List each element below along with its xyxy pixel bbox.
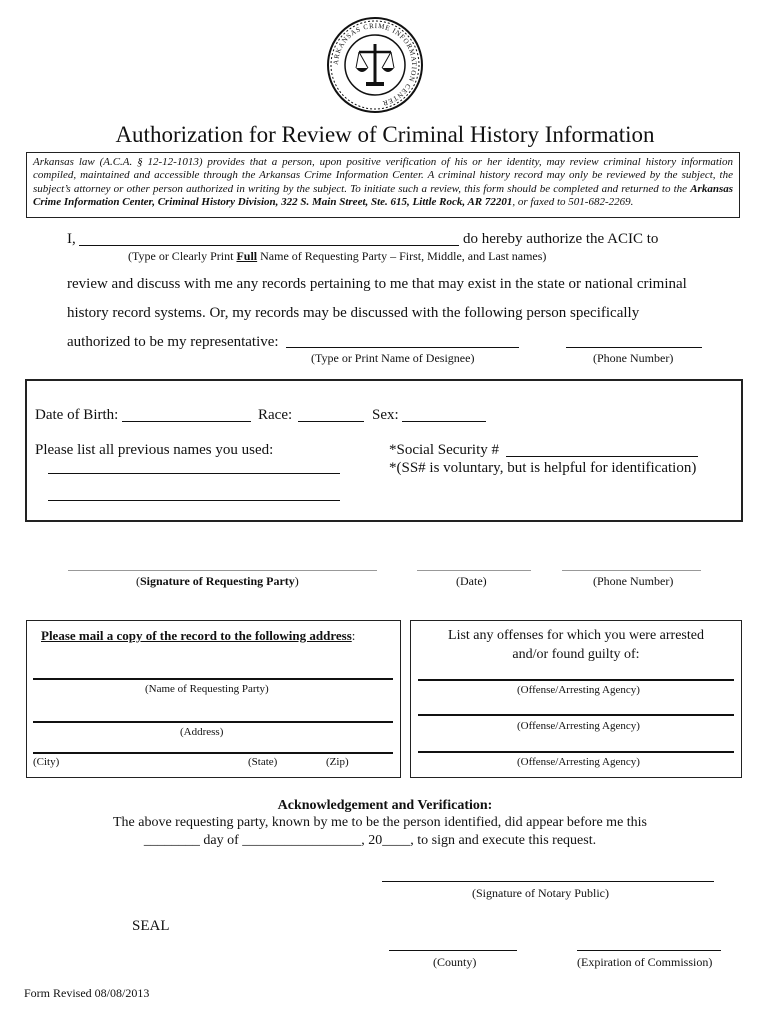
- signature-caption: (Signature of Requesting Party): [136, 574, 299, 588]
- notary-signature-field[interactable]: [382, 881, 714, 882]
- county-field[interactable]: [389, 950, 517, 951]
- mail-zip-caption: (Zip): [326, 756, 349, 768]
- mail-heading: Please mail a copy of the record to the following address:: [41, 628, 356, 643]
- offense-caption-2: (Offense/Arresting Agency): [517, 720, 640, 732]
- page-title: Authorization for Review of Criminal History Information: [115, 122, 655, 147]
- seal-ring-text: ARKANSAS CRIME INFORMATION CENTER: [331, 21, 419, 108]
- dob-label: Date of Birth:: [35, 407, 119, 423]
- designee-name-field[interactable]: [286, 347, 519, 348]
- dob-field[interactable]: [122, 421, 251, 422]
- authorize-line1: review and discuss with me any records pertaining to me that may exist in the state or national criminal: [67, 276, 687, 292]
- previous-name-field-1[interactable]: [48, 473, 340, 474]
- offense-field-2[interactable]: [418, 714, 734, 716]
- mail-address-field[interactable]: [33, 721, 393, 723]
- designee-caption: (Type or Print Name of Designee): [311, 351, 475, 365]
- designee-phone-caption: (Phone Number): [593, 351, 674, 365]
- requesting-party-name-field[interactable]: [79, 245, 459, 246]
- acknowledgement-heading: Acknowledgement and Verification:: [277, 798, 493, 813]
- offense-field-3[interactable]: [418, 751, 734, 753]
- authorize-suffix: do hereby authorize the ACIC to: [463, 231, 659, 247]
- form-revised-footer: Form Revised 08/08/2013: [24, 986, 150, 1000]
- name-caption: (Type or Clearly Print Full Name of Requesting Party – First, Middle, and Last names): [128, 249, 547, 263]
- seal-label: SEAL: [132, 918, 170, 934]
- ssn-label: *Social Security #: [389, 442, 499, 458]
- designee-phone-field[interactable]: [566, 347, 702, 348]
- sex-field[interactable]: [402, 421, 486, 422]
- authorize-line2: history record systems. Or, my records may be discussed with the following person specifically: [67, 305, 640, 321]
- ssn-note: *(SS# is voluntary, but is helpful for identification): [389, 460, 697, 476]
- offenses-heading: List any offenses for which you were arrested and/or found guilty of:: [448, 628, 704, 662]
- expiration-caption: (Expiration of Commission): [577, 955, 713, 969]
- previous-names-label: Please list all previous names you used:: [35, 442, 274, 458]
- mail-name-field[interactable]: [33, 678, 393, 680]
- expiration-field[interactable]: [577, 950, 721, 951]
- acic-seal-logo: [326, 16, 424, 114]
- mail-address-caption: (Address): [180, 726, 224, 738]
- ssn-field[interactable]: [506, 456, 698, 457]
- offense-caption-3: (Offense/Arresting Agency): [517, 756, 640, 768]
- authorize-line3: authorized to be my representative:: [67, 334, 279, 350]
- race-field[interactable]: [298, 421, 364, 422]
- mail-state-caption: (State): [248, 756, 278, 768]
- sex-label: Sex:: [372, 407, 399, 423]
- intro-box: [26, 152, 740, 218]
- authorize-i: I,: [67, 231, 76, 247]
- acknowledgement-line1: The above requesting party, known by me to be the person identified, did appear before me this: [112, 815, 648, 830]
- notary-caption: (Signature of Notary Public): [472, 886, 609, 900]
- mail-city-caption: (City): [33, 756, 60, 768]
- acknowledgement-line2: ________ day of _________________, 20____, to sign and execute this request.: [143, 833, 597, 848]
- signature-field[interactable]: [68, 570, 377, 571]
- date-caption: (Date): [456, 574, 487, 588]
- intro-fax: , or faxed to 501-682-2269.: [512, 196, 634, 209]
- race-label: Race:: [258, 407, 293, 423]
- signature-phone-caption: (Phone Number): [593, 574, 674, 588]
- intro-text: Arkansas law (A.C.A. § 12-12-1013) provides that a person, upon positive verification of his or her identity, may review criminal history information compiled, maintained and accessible through the Arkansas Crime Information Center. A criminal history record may only be reviewed by the subject, the subject’s attorney or other person authorized in writing by the subject. To initiate such a review, this form should be completed and returned to the: [33, 156, 733, 195]
- mail-city-state-zip-field[interactable]: [33, 752, 393, 754]
- signature-phone-field[interactable]: [562, 570, 701, 571]
- offense-field-1[interactable]: [418, 679, 734, 681]
- offense-caption-1: (Offense/Arresting Agency): [517, 684, 640, 696]
- county-caption: (County): [433, 955, 477, 969]
- date-field[interactable]: [417, 570, 531, 571]
- previous-name-field-2[interactable]: [48, 500, 340, 501]
- intro-address: Arkansas Crime Information Center, Criminal History Division, 322 S. Main Street, Ste. 615, Little Rock, AR 72201: [33, 182, 733, 209]
- mail-name-caption: (Name of Requesting Party): [145, 683, 269, 695]
